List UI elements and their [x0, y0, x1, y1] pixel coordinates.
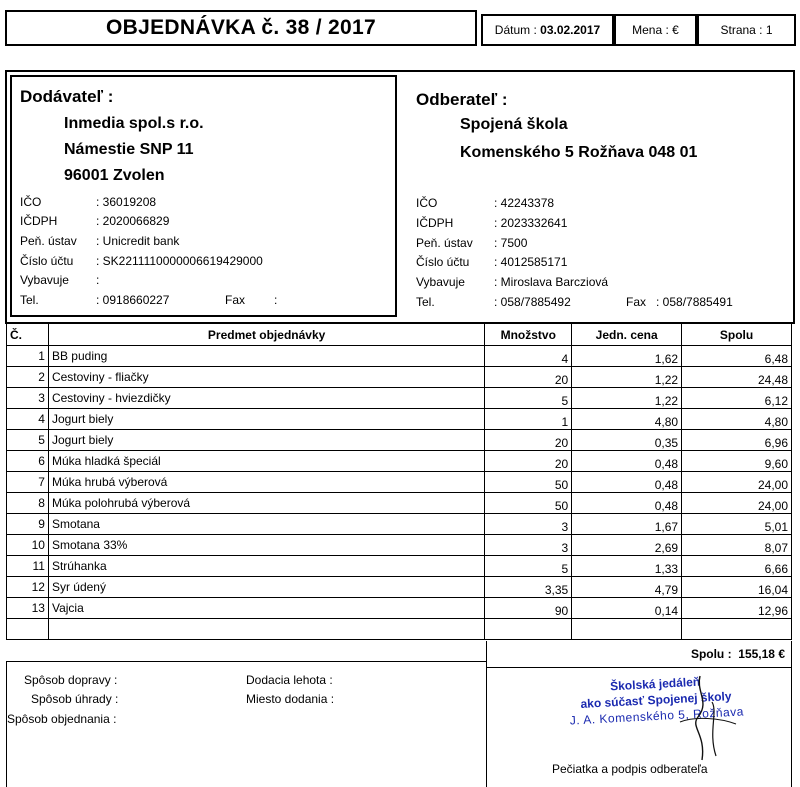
table-row-empty: [7, 619, 792, 640]
row-number: 4: [7, 409, 49, 430]
row-total: 16,04: [682, 577, 792, 598]
row-total: 24,48: [682, 367, 792, 388]
row-number: 11: [7, 556, 49, 577]
table-row: [7, 556, 792, 577]
row-qty: 50: [485, 472, 572, 493]
customer-ico-label: IČO: [416, 196, 438, 210]
supplier-contact-value: :: [96, 273, 100, 287]
supplier-street: Námestie SNP 11: [64, 141, 194, 158]
row-qty: 4: [485, 346, 572, 367]
row-price: 0,48: [572, 472, 682, 493]
transport-label: Spôsob dopravy :: [24, 673, 118, 687]
signature-label: Pečiatka a podpis odberateľa: [552, 762, 708, 776]
row-qty: 20: [485, 451, 572, 472]
customer-account-label: Číslo účtu: [416, 255, 470, 269]
supplier-icdph-value: : 2020066829: [96, 214, 170, 228]
customer-bank-value: : 7500: [494, 236, 528, 250]
stamp-line-3: J. A. Komenského 5, Rožňava: [569, 704, 745, 728]
supplier-tel-label: Tel.: [20, 293, 39, 307]
row-number: 7: [7, 472, 49, 493]
row-number: 10: [7, 535, 49, 556]
customer-ico-value: : 42243378: [494, 196, 555, 210]
table-row: [7, 598, 792, 619]
row-number: 5: [7, 430, 49, 451]
row-total: 6,66: [682, 556, 792, 577]
row-price: 1,62: [572, 346, 682, 367]
row-price: 4,80: [572, 409, 682, 430]
table-row: [7, 493, 792, 514]
row-item: Smotana: [48, 514, 484, 535]
row-price: 1,22: [572, 367, 682, 388]
customer-fax-value: : 058/7885491: [656, 295, 733, 309]
supplier-account-label: Číslo účtu: [20, 254, 74, 268]
stamp-line-2: ako súčasť Spojenej školy: [580, 689, 732, 711]
supplier-box: [10, 75, 397, 317]
ordering-label: Spôsob objednania :: [7, 712, 117, 726]
row-item: Vajcia: [48, 598, 484, 619]
row-qty: 20: [485, 430, 572, 451]
supplier-heading: Dodávateľ :: [20, 87, 114, 106]
customer-icdph-value: : 2023332641: [494, 216, 568, 230]
customer-name: Spojená škola: [460, 116, 568, 133]
row-item: Syr údený: [48, 577, 484, 598]
supplier-tel-value: : 0918660227: [96, 293, 170, 307]
row-number: 12: [7, 577, 49, 598]
table-row: [7, 472, 792, 493]
row-price: 1,22: [572, 388, 682, 409]
supplier-ico-value: : 36019208: [96, 195, 157, 209]
row-total: 24,00: [682, 472, 792, 493]
row-total: 12,96: [682, 598, 792, 619]
date-box: [481, 14, 614, 46]
row-total: 6,12: [682, 388, 792, 409]
row-price: 1,67: [572, 514, 682, 535]
row-price: 0,35: [572, 430, 682, 451]
table-row: [7, 346, 792, 367]
table-header-row: [7, 324, 792, 346]
supplier-fax-value: :: [274, 293, 278, 307]
row-qty: 3: [485, 535, 572, 556]
row-price: 0,14: [572, 598, 682, 619]
supplier-bank-label: Peň. ústav: [20, 234, 77, 248]
row-item: Strúhanka: [48, 556, 484, 577]
table-row: [7, 430, 792, 451]
row-item: Jogurt biely: [48, 430, 484, 451]
customer-heading: Odberateľ :: [416, 90, 508, 109]
row-number: 13: [7, 598, 49, 619]
order-title: OBJEDNÁVKA č. 38 / 2017: [5, 10, 477, 46]
delivery-term-label: Dodacia lehota :: [246, 673, 333, 687]
customer-tel-label: Tel.: [416, 295, 435, 309]
row-qty: 5: [485, 556, 572, 577]
row-number: 8: [7, 493, 49, 514]
row-qty: 20: [485, 367, 572, 388]
row-total: 8,07: [682, 535, 792, 556]
payment-label: Spôsob úhrady :: [31, 692, 119, 706]
items-table: [6, 323, 792, 640]
supplier-contact-label: Vybavuje: [20, 273, 69, 287]
page-box: Strana : 1: [697, 14, 796, 46]
table-row: [7, 367, 792, 388]
customer-contact-value: : Miroslava Barcziová: [494, 275, 609, 289]
row-total: 9,60: [682, 451, 792, 472]
row-item: Múka hladká špeciál: [48, 451, 484, 472]
customer-contact-label: Vybavuje: [416, 275, 465, 289]
row-item: Cestoviny - fliačky: [48, 367, 484, 388]
row-price: 1,33: [572, 556, 682, 577]
customer-tel-value: : 058/7885492: [494, 295, 571, 309]
table-row: [7, 535, 792, 556]
table-row: [7, 388, 792, 409]
row-item: Cestoviny - hviezdičky: [48, 388, 484, 409]
customer-account-value: : 4012585171: [494, 255, 568, 269]
supplier-account-value: : SK2211110000006619429000: [96, 254, 263, 268]
customer-bank-label: Peň. ústav: [416, 236, 473, 250]
col-total-header: Spolu: [682, 324, 792, 346]
supplier-fax-label: Fax: [225, 293, 246, 307]
customer-address: Komenského 5 Rožňava 048 01: [460, 144, 698, 161]
row-item: Smotana 33%: [48, 535, 484, 556]
table-row: [7, 514, 792, 535]
row-price: 4,79: [572, 577, 682, 598]
row-number: 1: [7, 346, 49, 367]
row-number: 6: [7, 451, 49, 472]
signature-mark: [640, 672, 760, 762]
row-number: 9: [7, 514, 49, 535]
supplier-ico-label: IČO: [20, 195, 42, 209]
row-item: Múka hrubá výberová: [48, 472, 484, 493]
footer-sep: [486, 661, 487, 787]
row-total: 5,01: [682, 514, 792, 535]
date-label: Dátum :: [494, 23, 537, 37]
supplier-city: 96001 Zvolen: [64, 167, 165, 184]
currency-box: Mena : €: [614, 14, 697, 46]
table-row: [7, 409, 792, 430]
row-total: 6,96: [682, 430, 792, 451]
row-item: BB puding: [48, 346, 484, 367]
customer-icdph-label: IČDPH: [416, 216, 454, 230]
row-total: 6,48: [682, 346, 792, 367]
customer-fax-label: Fax: [626, 295, 647, 309]
date-value: 03.02.2017: [540, 23, 601, 37]
table-row: [7, 451, 792, 472]
sum-value: 155,18 €: [738, 647, 785, 661]
row-qty: 3: [485, 514, 572, 535]
sum-label: Spolu :: [690, 647, 732, 661]
col-qty-header: Množstvo: [485, 324, 572, 346]
row-number: 3: [7, 388, 49, 409]
delivery-place-label: Miesto dodania :: [246, 692, 335, 706]
row-number: 2: [7, 367, 49, 388]
supplier-name: Inmedia spol.s r.o.: [64, 115, 204, 132]
supplier-icdph-label: IČDPH: [20, 214, 58, 228]
supplier-bank-value: : Unicredit bank: [96, 234, 180, 248]
row-price: 2,69: [572, 535, 682, 556]
row-qty: 1: [485, 409, 572, 430]
row-item: Jogurt biely: [48, 409, 484, 430]
col-no-header: Č.: [7, 324, 49, 346]
row-item: Múka polohrubá výberová: [48, 493, 484, 514]
row-price: 0,48: [572, 451, 682, 472]
row-total: 4,80: [682, 409, 792, 430]
row-qty: 50: [485, 493, 572, 514]
row-qty: 3,35: [485, 577, 572, 598]
row-qty: 5: [485, 388, 572, 409]
col-item-header: Predmet objednávky: [48, 324, 484, 346]
table-row: [7, 577, 792, 598]
row-qty: 90: [485, 598, 572, 619]
row-total: 24,00: [682, 493, 792, 514]
row-price: 0,48: [572, 493, 682, 514]
col-price-header: Jedn. cena: [572, 324, 682, 346]
stamp-line-1: Školská jedáleň: [609, 674, 701, 694]
